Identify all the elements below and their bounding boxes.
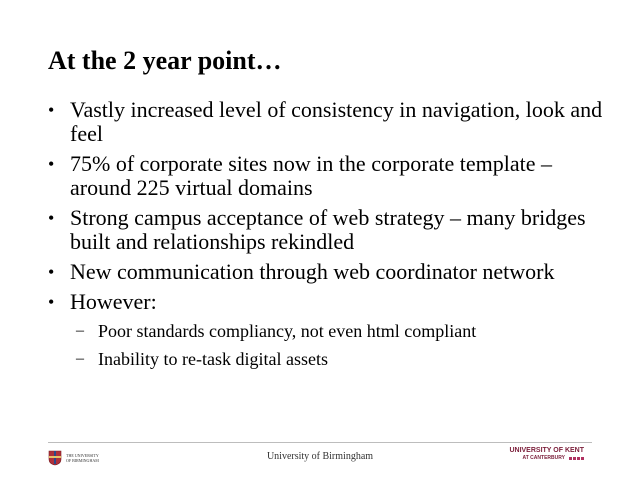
slide-title: At the 2 year point… bbox=[48, 46, 282, 75]
birmingham-logo bbox=[48, 448, 99, 468]
bullet-icon: • bbox=[48, 100, 55, 120]
sub-bullet-item bbox=[76, 348, 608, 370]
kent-logo-title: UNIVERSITY OF KENT bbox=[509, 447, 584, 454]
sub-bullet-text: Inability to re-task digital assets bbox=[98, 349, 328, 369]
bullet-item bbox=[48, 206, 608, 254]
logo-text-line: THE UNIVERSITY bbox=[66, 453, 99, 458]
bullet-icon: • bbox=[48, 208, 55, 228]
dash-icon: – bbox=[76, 350, 84, 367]
bullet-text: Vastly increased level of consistency in navigation, look and feel bbox=[70, 97, 603, 146]
bullet-item bbox=[48, 260, 608, 284]
bullet-item bbox=[48, 290, 608, 370]
bullet-text: New communication through web coordinator network bbox=[70, 259, 555, 284]
kent-logo bbox=[509, 447, 584, 462]
footer-center-text: University of Birmingham bbox=[266, 451, 374, 462]
bullet-text: 75% of corporate sites now in the corporate template – around 225 virtual domains bbox=[70, 151, 553, 200]
bullet-item bbox=[48, 98, 608, 146]
bullet-icon: • bbox=[48, 154, 55, 174]
logo-text-line: OF BIRMINGHAM bbox=[66, 458, 99, 463]
sub-bullet-text: Poor standards compliancy, not even html compliant bbox=[98, 321, 477, 341]
kent-logo-subtitle: AT CANTERBURY bbox=[522, 455, 565, 461]
bullet-icon: • bbox=[48, 292, 55, 312]
bullet-item bbox=[48, 152, 608, 200]
university-crest-icon bbox=[48, 450, 62, 466]
sub-bullet-item bbox=[76, 320, 608, 342]
kent-logo-dots bbox=[569, 457, 584, 460]
footer-divider bbox=[48, 442, 592, 443]
bullet-list bbox=[48, 98, 608, 376]
bullet-text: However: bbox=[70, 289, 157, 314]
bullet-text: Strong campus acceptance of web strategy – many bridges built and relationships rekindled bbox=[70, 205, 586, 254]
kent-logo-sub bbox=[509, 455, 584, 462]
dash-icon: – bbox=[76, 322, 84, 339]
sub-bullet-list bbox=[76, 320, 608, 370]
bullet-icon: • bbox=[48, 262, 55, 282]
